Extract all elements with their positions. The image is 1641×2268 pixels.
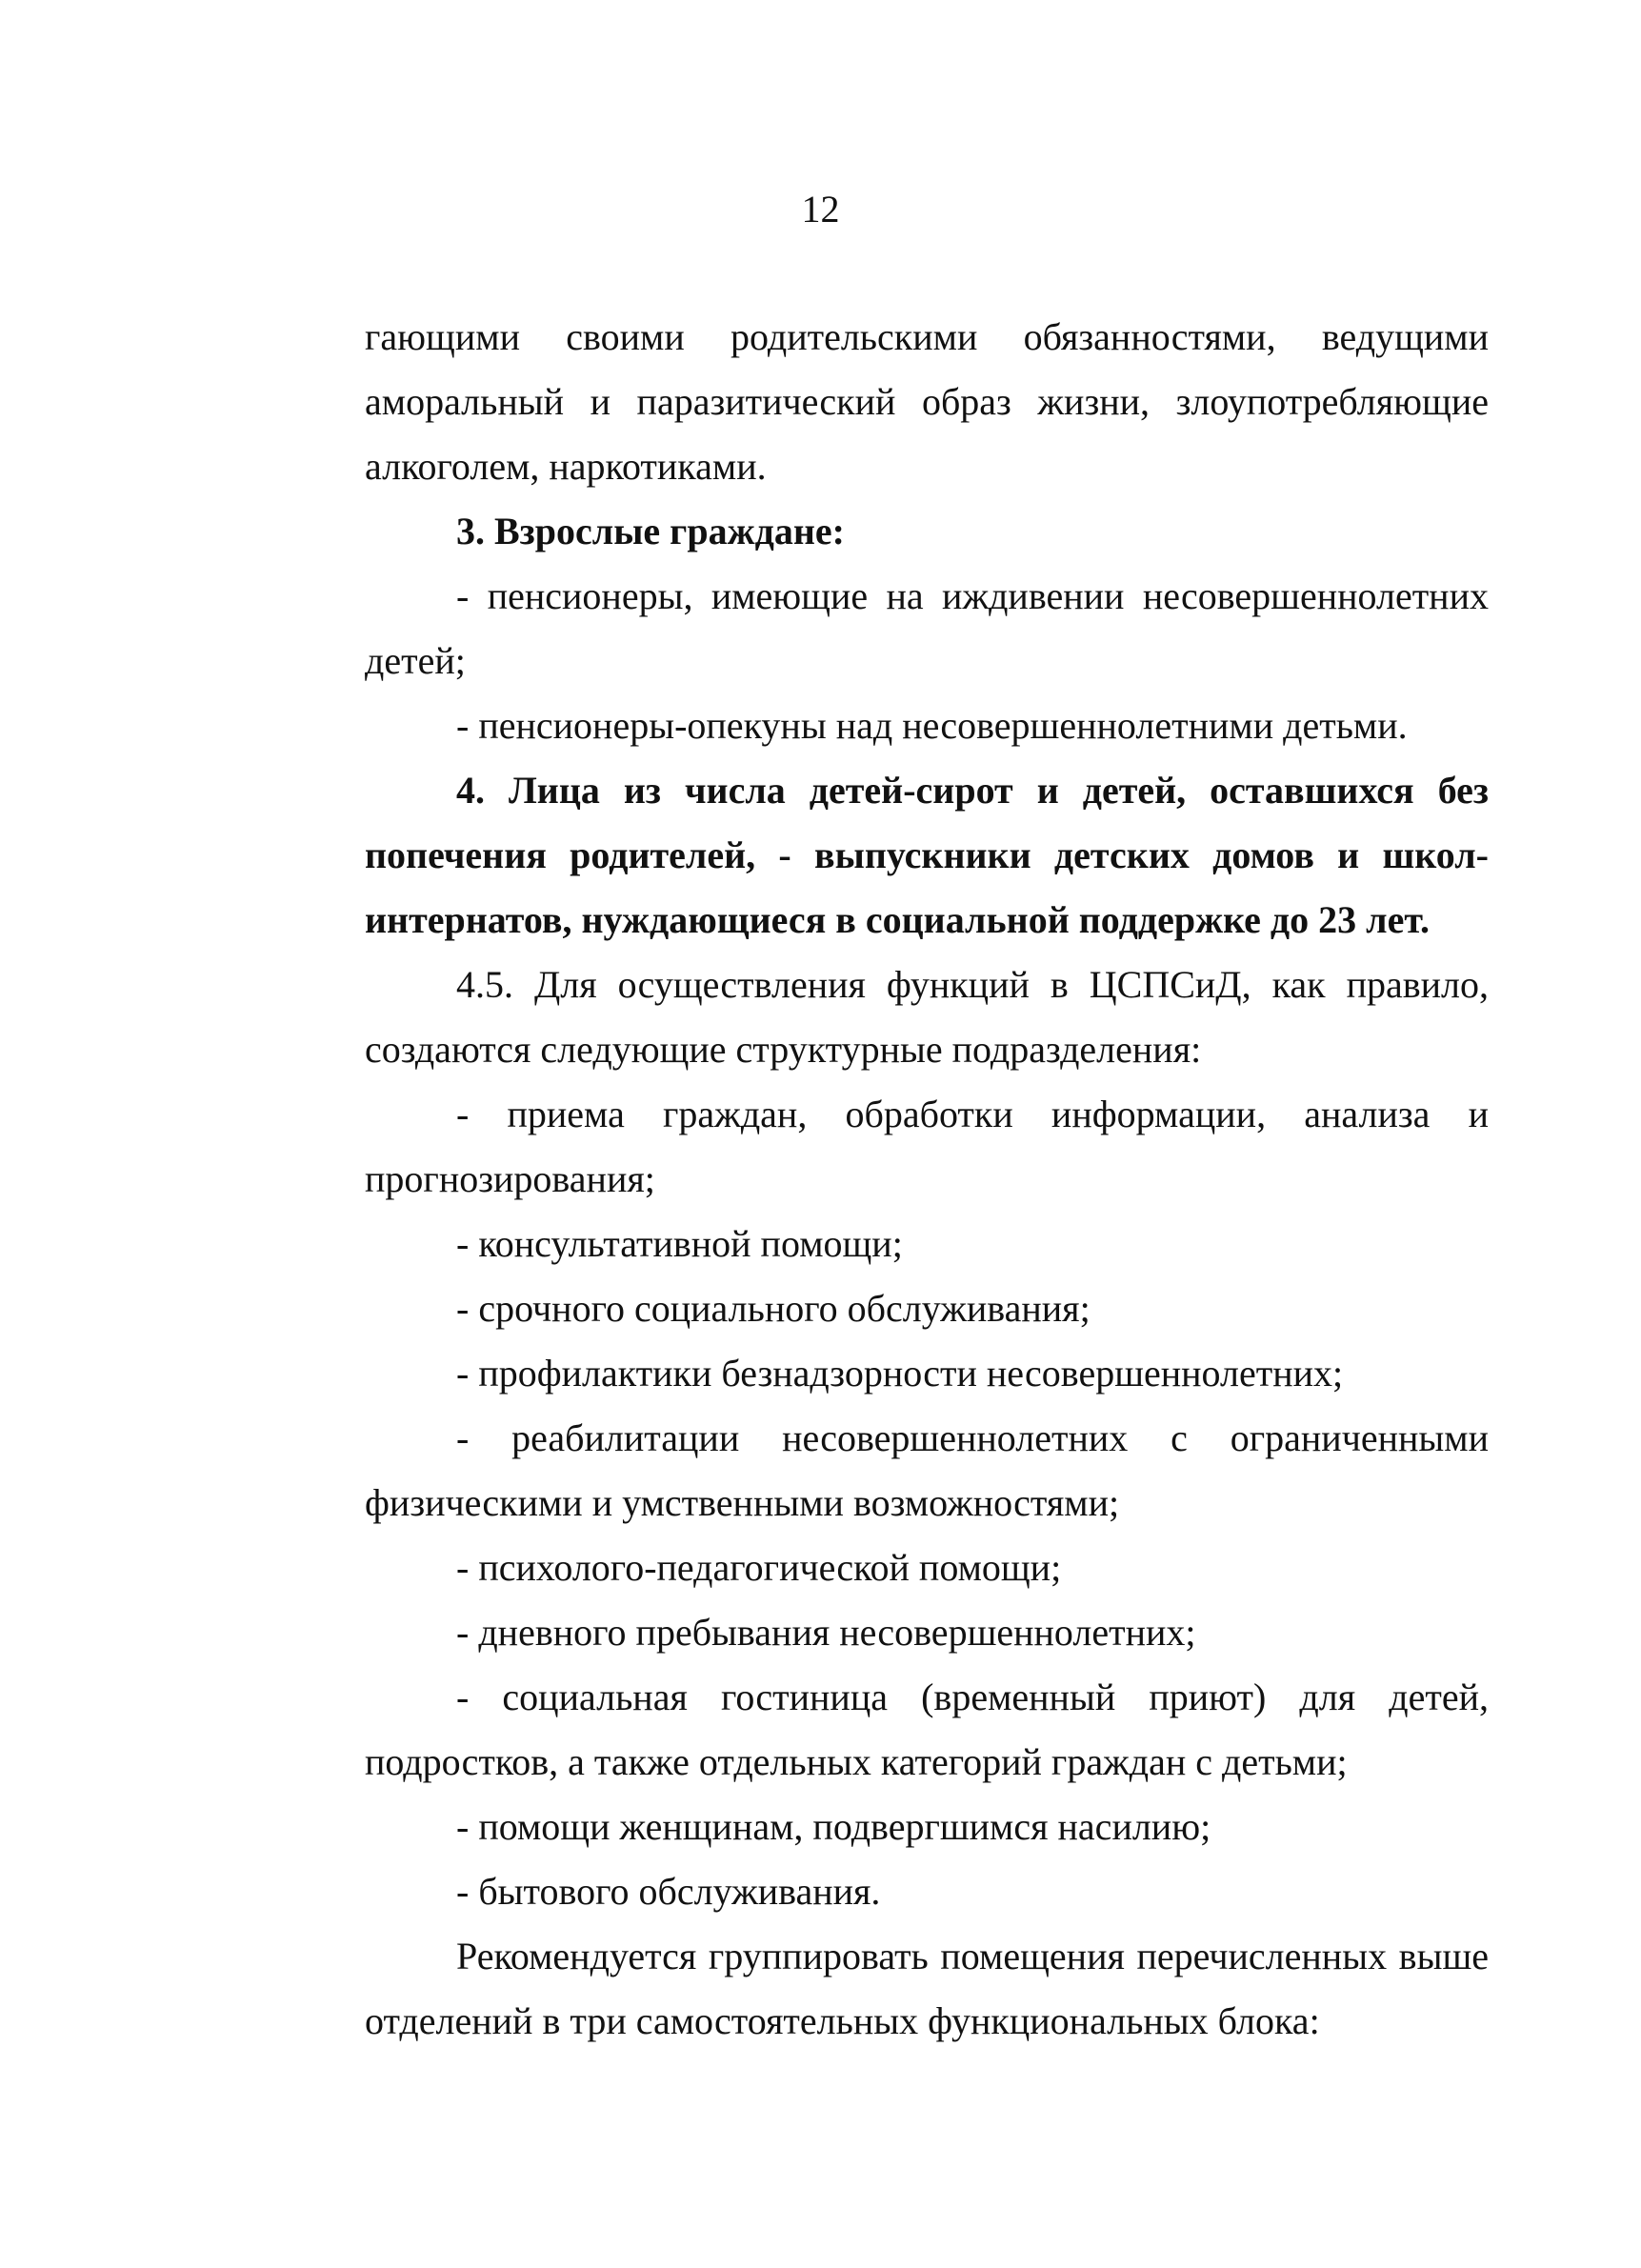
- list-item: - срочного социального обслуживания;: [456, 1287, 1091, 1330]
- list-item: - реабилитации несовершеннолетних с ограниченными физическими и умственными возможностями;: [365, 1416, 1489, 1524]
- list-item: - профилактики безнадзорности несовершеннолетних;: [456, 1352, 1344, 1395]
- heading-adult-citizens: 3. Взрослые граждане:: [456, 510, 845, 552]
- paragraph-recommendation: Рекомендуется группировать помещения перечисленных выше отделений в три самостоятельных функциональных блока:: [365, 1935, 1489, 2042]
- list-item: - пенсионеры-опекуны над несовершеннолетними детьми.: [456, 704, 1408, 747]
- paragraph-4-5: 4.5. Для осуществления функций в ЦСПСиД, как правило, создаются следующие структурные подразделения:: [365, 963, 1489, 1071]
- document-body: [365, 305, 1489, 2054]
- list-item: - пенсионеры, имеющие на иждивении несовершеннолетних детей;: [365, 574, 1489, 682]
- list-item: - помощи женщинам, подвергшимся насилию;: [456, 1805, 1211, 1848]
- list-item: - консультативной помощи;: [456, 1222, 903, 1265]
- list-item: - дневного пребывания несовершеннолетних;: [456, 1611, 1196, 1654]
- list-item: - социальная гостиница (временный приют) для детей, подростков, а также отдельных категорий граждан с детьми;: [365, 1676, 1489, 1783]
- heading-orphans: 4. Лица из числа детей-сирот и детей, оставшихся без попечения родителей, - выпускники детских домов и школ-интернатов, нуждающиеся в социальной поддержке до 23 лет.: [365, 769, 1489, 941]
- page-number: 12: [801, 188, 840, 231]
- paragraph-continuation: гающими своими родительскими обязанностями, ведущими аморальный и паразитический образ жизни, злоупотребляющие алкоголем, наркотиками.: [365, 315, 1489, 488]
- list-item: - бытового обслуживания.: [456, 1870, 881, 1913]
- list-item: - приема граждан, обработки информации, анализа и прогнозирования;: [365, 1093, 1489, 1200]
- list-item: - психолого-педагогической помощи;: [456, 1546, 1062, 1589]
